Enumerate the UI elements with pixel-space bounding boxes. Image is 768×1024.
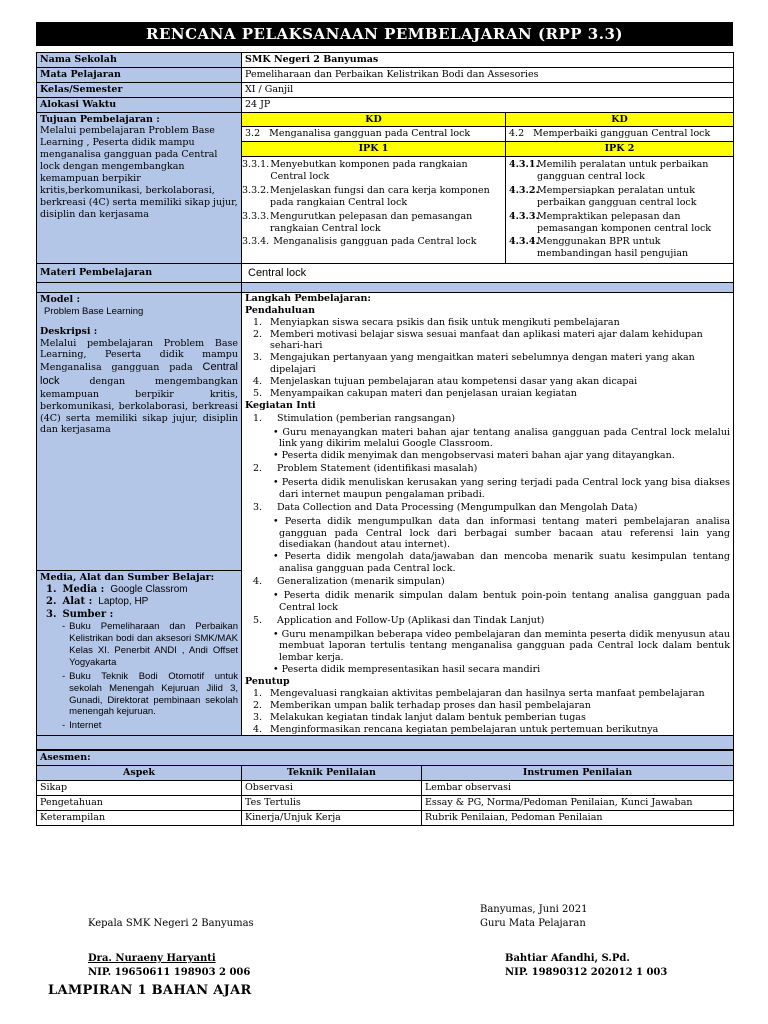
lampiran-title: LAMPIRAN 1 BAHAN AJAR [48,983,252,998]
asesmen-label: Asesmen: [37,751,734,766]
left-name: Dra. Nuraeny Haryanti [88,953,216,964]
asesmen-cell: Tes Tertulis [242,796,422,811]
kd-header-1: KD [242,112,506,127]
tujuan-text: Melalui pembelajaran Problem Base Learning , Peserta didik mampu menganalisa gangguan pada Central lock dengan mengembangkan kemampuan berpikir kritis,berkomunikasi, berkolaborasi, berkreasi (4C) serta memiliki sikap jujur, disiplin dan kerjasama [40,125,238,220]
step-item: 3. Melakukan kegiatan tindak lanjut dalam bentuk pemberian tugas [253,711,586,723]
ipk-item: 4.3.4. Menggunakan BPR untuk membandingan hasil pengujian [509,236,689,260]
model-description: Melalui pembelajaran Problem Base Learning, Peserta didik mampu Menganalisa gangguan pada Central lock dengan mengembangkan kemampuan berpikir kritis, berkomunikasi, berkolaborasi, berkreasi (4C) serta memiliki sikap jujur, disiplin dan kerjasama [40,337,238,436]
source-item: - Buku Teknik Bodi Otomotif untuk sekolah Menengah Kejuruan Jilid 3, Gunadi, Direktorat pembinaan sekolah menengah kejuruan. [62,670,238,718]
identity-label: Alokasi Waktu [37,97,242,112]
step-item: 4. Menjelaskan tujuan pembelajaran atau kompetensi dasar yang akan dicapai [253,376,638,387]
ipk1-list [242,157,506,264]
source-item: - Buku Pemeliharaan dan Perbaikan Kelistrikan bodi dan aksesori SMK/MAK Kelas XI. Penerbit ANDI , Andi Offset Yogyakarta [62,621,238,668]
inti-list [245,413,730,676]
model-cell: Model : Problem Base Learning Deskripsi : Melalui pembelajaran Problem Base Learning, Peserta didik mampu Menganalisa gangguan pada Central lock dengan mengembangkan kemampuan berpikir kritis, berkomunikasi, berkolaborasi, berkreasi (4C) serta memiliki sikap jujur, disiplin dan kerjasama [37,292,242,570]
asesmen-cell: Lembar observasi [422,781,734,796]
ipk-item: 4.3.1. Memilih peralatan untuk perbaikan gangguan central lock [509,159,709,182]
ipk-item: 3.3.2. Menjelaskan fungsi dan cara kerja komponen pada rangkaian Central lock [242,184,490,208]
identity-label: Mata Pelajaran [37,67,242,82]
right-name: Bahtiar Afandhi, S.Pd. [505,953,630,964]
asesmen-cell: Kinerja/Unjuk Kerja [242,810,422,825]
inti-bullet: • Peserta didik mengumpulkan data dan informasi tentang materi pembelajaran analisa gangguan pada Central lock dari berbagai sumber bacaan atau referensi lain yang disediakan (handout atau internet). [273,515,730,551]
source-item: - Internet [62,720,102,732]
ipk-header-1: IPK 1 [242,142,506,157]
langkah-cell: Langkah Pembelajaran: Pendahuluan 1. Menyiapkan siswa secara psikis dan fisik untuk mengikuti pembelajaran 2. Memberi motivasi belajar siswa sesuai manfaat dan aplikasi materi ajar dalam kehidupan sehari-hari 3. Mengajukan pertanyaan yang mengaitkan materi sebelumnya dengan materi yang akan dipelajari 4. Menjelaskan tujuan pembelajaran atau kompetensi dasar yang akan dicapai 5. Menyampaikan cakupan materi dan penjelasan uraian kegiatan Kegiatan Inti 1. Stimulation (pemberian rangsangan) • Guru menayangkan materi bahan ajar tentang analisa gangguan pada Central lock melalui link yang dikirim melalui Google Classroom. • Peserta didik menyimak dan mengobservasi materi bahan ajar yang ditayangkan. 2. Problem Statement (identifikasi masalah) • Peserta didik menuliskan kerusakan yang sering terjadi pada Central lock yang bisa diakses dari internet maupun pengalaman pribadi. 3. Data Collection and Data Processing (Mengumpulkan dan Mengolah Data) • Peserta didik mengumpulkan data dan informasi tentang materi pembelajaran analisa gangguan pada Central lock dari berbagai sumber bacaan atau referensi lain yang disediakan (handout atau internet). • Peserta didik mengolah data/jawaban dan mencoba menarik suatu kesimpulan tentang analisa gangguan pada Central lock. 4. Generalization (menarik simpulan) • Peserta didik menarik simpulan dalam bentuk poin-poin tentang analisa gangguan pada Central lock 5. Application and Follow-Up (Aplikasi dan Tindak Lanjut) • Guru menampilkan beberapa video pembelajaran dan meminta peserta didik menyusun atau membuat laporan tertulis tentang menganalisa gangguan pada Central lock dalam bentuk lembar kerja. • Peserta didik mempresentasikan hasil secara mandiri Penutup 1. Mengevaluasi rangkaian aktivitas pembelajaran dan hasilnya serta manfaat pembelajaran 2. Memberikan umpan balik terhadap proses dan hasil pembelajaran 3. Melakukan kegiatan tindak lanjut dalam bentuk pemberian tugas 4. Menginformasikan rencana kegiatan pembelajaran untuk pertemuan berikutnya [242,292,734,736]
step-item: 2. Memberikan umpan balik terhadap proses dan hasil pembelajaran [253,699,591,711]
asesmen-cell: Essay & PG, Norma/Pedoman Penilaian, Kunci Jawaban [422,796,734,811]
asesmen-header: Aspek [37,766,242,781]
pendahuluan-list [245,317,730,400]
right-role: Guru Mata Pelajaran [480,918,586,929]
inti-step: 2. Problem Statement (identifikasi masalah) [253,463,478,475]
step-item: 2. Memberi motivasi belajar siswa sesuai manfaat dan aplikasi materi ajar dalam kehidupan sehari-hari [253,328,703,352]
inti-step: 5. Application and Follow-Up (Aplikasi dan Tindak Lanjut) [253,614,545,626]
tujuan-cell [37,112,242,264]
asesmen-cell: Keterampilan [37,810,242,825]
asesmen-cell: Pengetahuan [37,796,242,811]
asesmen-table [36,750,734,825]
ipk-header-2: IPK 2 [506,142,734,157]
inti-bullet: • Guru menayangkan materi bahan ajar tentang analisa gangguan pada Central lock melalui link yang dikirim melalui Google Classroom. [273,426,730,450]
table-row [37,796,734,811]
asesmen-cell: Sikap [37,781,242,796]
ipk-item: 3.3.4. Menganalisis gangguan pada Central lock [242,236,477,248]
identity-label: Kelas/Semester [37,82,242,97]
step-item: 5. Menyampaikan cakupan materi dan penjelasan uraian kegiatan [253,387,577,399]
ipk-item: 4.3.3. Mempraktikan pelepasan dan pemasangan komponen central lock [509,210,712,234]
media-cell: Media, Alat dan Sumber Belajar: 1. Media : Google Classrom 2. Alat : Laptop, HP 3. Sumber : - Buku Pemeliharaan dan Perbaikan Kelistrikan bodi dan aksesori SMK/MAK Kelas XI. Penerbit ANDI , Andi Offset Yogyakarta - Buku Teknik Bodi Otomotif untuk sekolah Menengah Kejuruan Jilid 3, Gunadi, Direktorat pembinaan sekolah menengah kejuruan. - Internet [37,570,242,736]
step-item: 1. Menyiapkan siswa secara psikis dan fisik untuk mengikuti pembelajaran [253,316,620,328]
tujuan-label: Tujuan Pembelajaran : [40,113,160,125]
media-item: 3. Sumber : [46,608,114,620]
sign-date: Banyumas, Juni 2021 [480,904,588,915]
inti-step: 4. Generalization (menarik simpulan) [253,576,445,587]
model-value: Problem Base Learning [44,305,144,317]
asesmen-cell: Rubrik Penilaian, Pedoman Penilaian [422,810,734,825]
table-row [37,781,734,796]
rpp-document [36,22,733,826]
kd-2: 4.2 Memperbaiki gangguan Central lock [506,127,734,142]
inti-step: 1. Stimulation (pemberian rangsangan) [253,412,456,424]
ipk-item: 3.3.3. Mengurutkan pelepasan dan pemasangan rangkaian Central lock [242,210,473,234]
asesmen-header: Teknik Penilaian [242,766,422,781]
inti-bullet: • Peserta didik menuliskan kerusakan yang sering terjadi pada Central lock yang bisa diakses dari internet maupun pengalaman pribadi. [273,477,730,500]
identity-value: 24 JP [242,97,734,112]
source-list [40,621,238,732]
left-role: Kepala SMK Negeri 2 Banyumas [88,918,254,929]
identity-value: XI / Ganjil [242,82,734,97]
penutup-list [245,688,730,736]
identity-label: Nama Sekolah [37,53,242,68]
left-nip: NIP. 19650611 198903 2 006 [88,967,251,978]
inti-bullet: • Peserta didik menyimak dan mengobservasi materi bahan ajar yang ditayangkan. [273,450,675,462]
step-item: 3. Mengajukan pertanyaan yang mengaitkan materi sebelumnya dengan materi yang akan dipelajari [253,352,695,376]
ipk-item: 4.3.2. Mempersiapkan peralatan untuk perbaikan gangguan central lock [509,184,697,208]
ipk-item: 3.3.1. Menyebutkan komponen pada rangkaian Central lock [242,159,468,182]
inti-bullet: • Peserta didik mengolah data/jawaban dan mencoba menarik suatu kesimpulan tentang analisa gangguan pada Central lock. [273,551,730,575]
asesmen-cell: Observasi [242,781,422,796]
asesmen-header: Instrumen Penilaian [422,766,734,781]
step-item: 1. Mengevaluasi rangkaian aktivitas pembelajaran dan hasilnya serta manfaat pembelajaran [253,687,705,699]
media-item: 2. Alat : Laptop, HP [46,596,149,608]
step-item: 4. Menginformasikan rencana kegiatan pembelajaran untuk pertemuan berikutnya [253,723,659,735]
inti-bullet: • Peserta didik menarik simpulan dalam bentuk poin-poin tentang analisa gangguan pada Central lock [273,589,730,613]
kd-header-2: KD [506,112,734,127]
inti-bullet: • Peserta didik mempresentasikan hasil secara mandiri [273,664,541,676]
materi-value: Central lock [242,264,734,283]
document-title: RENCANA PELAKSANAAN PEMBELAJARAN (RPP 3.3) [36,22,733,46]
materi-label: Materi Pembelajaran [37,264,242,283]
media-item: 1. Media : Google Classrom [46,583,188,595]
right-nip: NIP. 19890312 202012 1 003 [505,967,668,978]
kd-1: 3.2 Menganalisa gangguan pada Central lock [242,127,506,142]
ipk2-list [506,157,734,264]
inti-step: 3. Data Collection and Data Processing (Mengumpulkan dan Mengolah Data) [253,501,638,513]
inti-bullet: • Guru menampilkan beberapa video pembelajaran dan meminta peserta didik menyusun atau membuat laporan tertulis tentang menganalisa gangguan pada Central lock dalam bentuk lembar kerja. [273,628,730,664]
identity-value: Pemeliharaan dan Perbaikan Kelistrikan Bodi dan Assesories [242,67,734,82]
table-row [37,810,734,825]
identity-value: SMK Negeri 2 Banyumas [242,53,734,68]
identity-table [36,52,734,750]
